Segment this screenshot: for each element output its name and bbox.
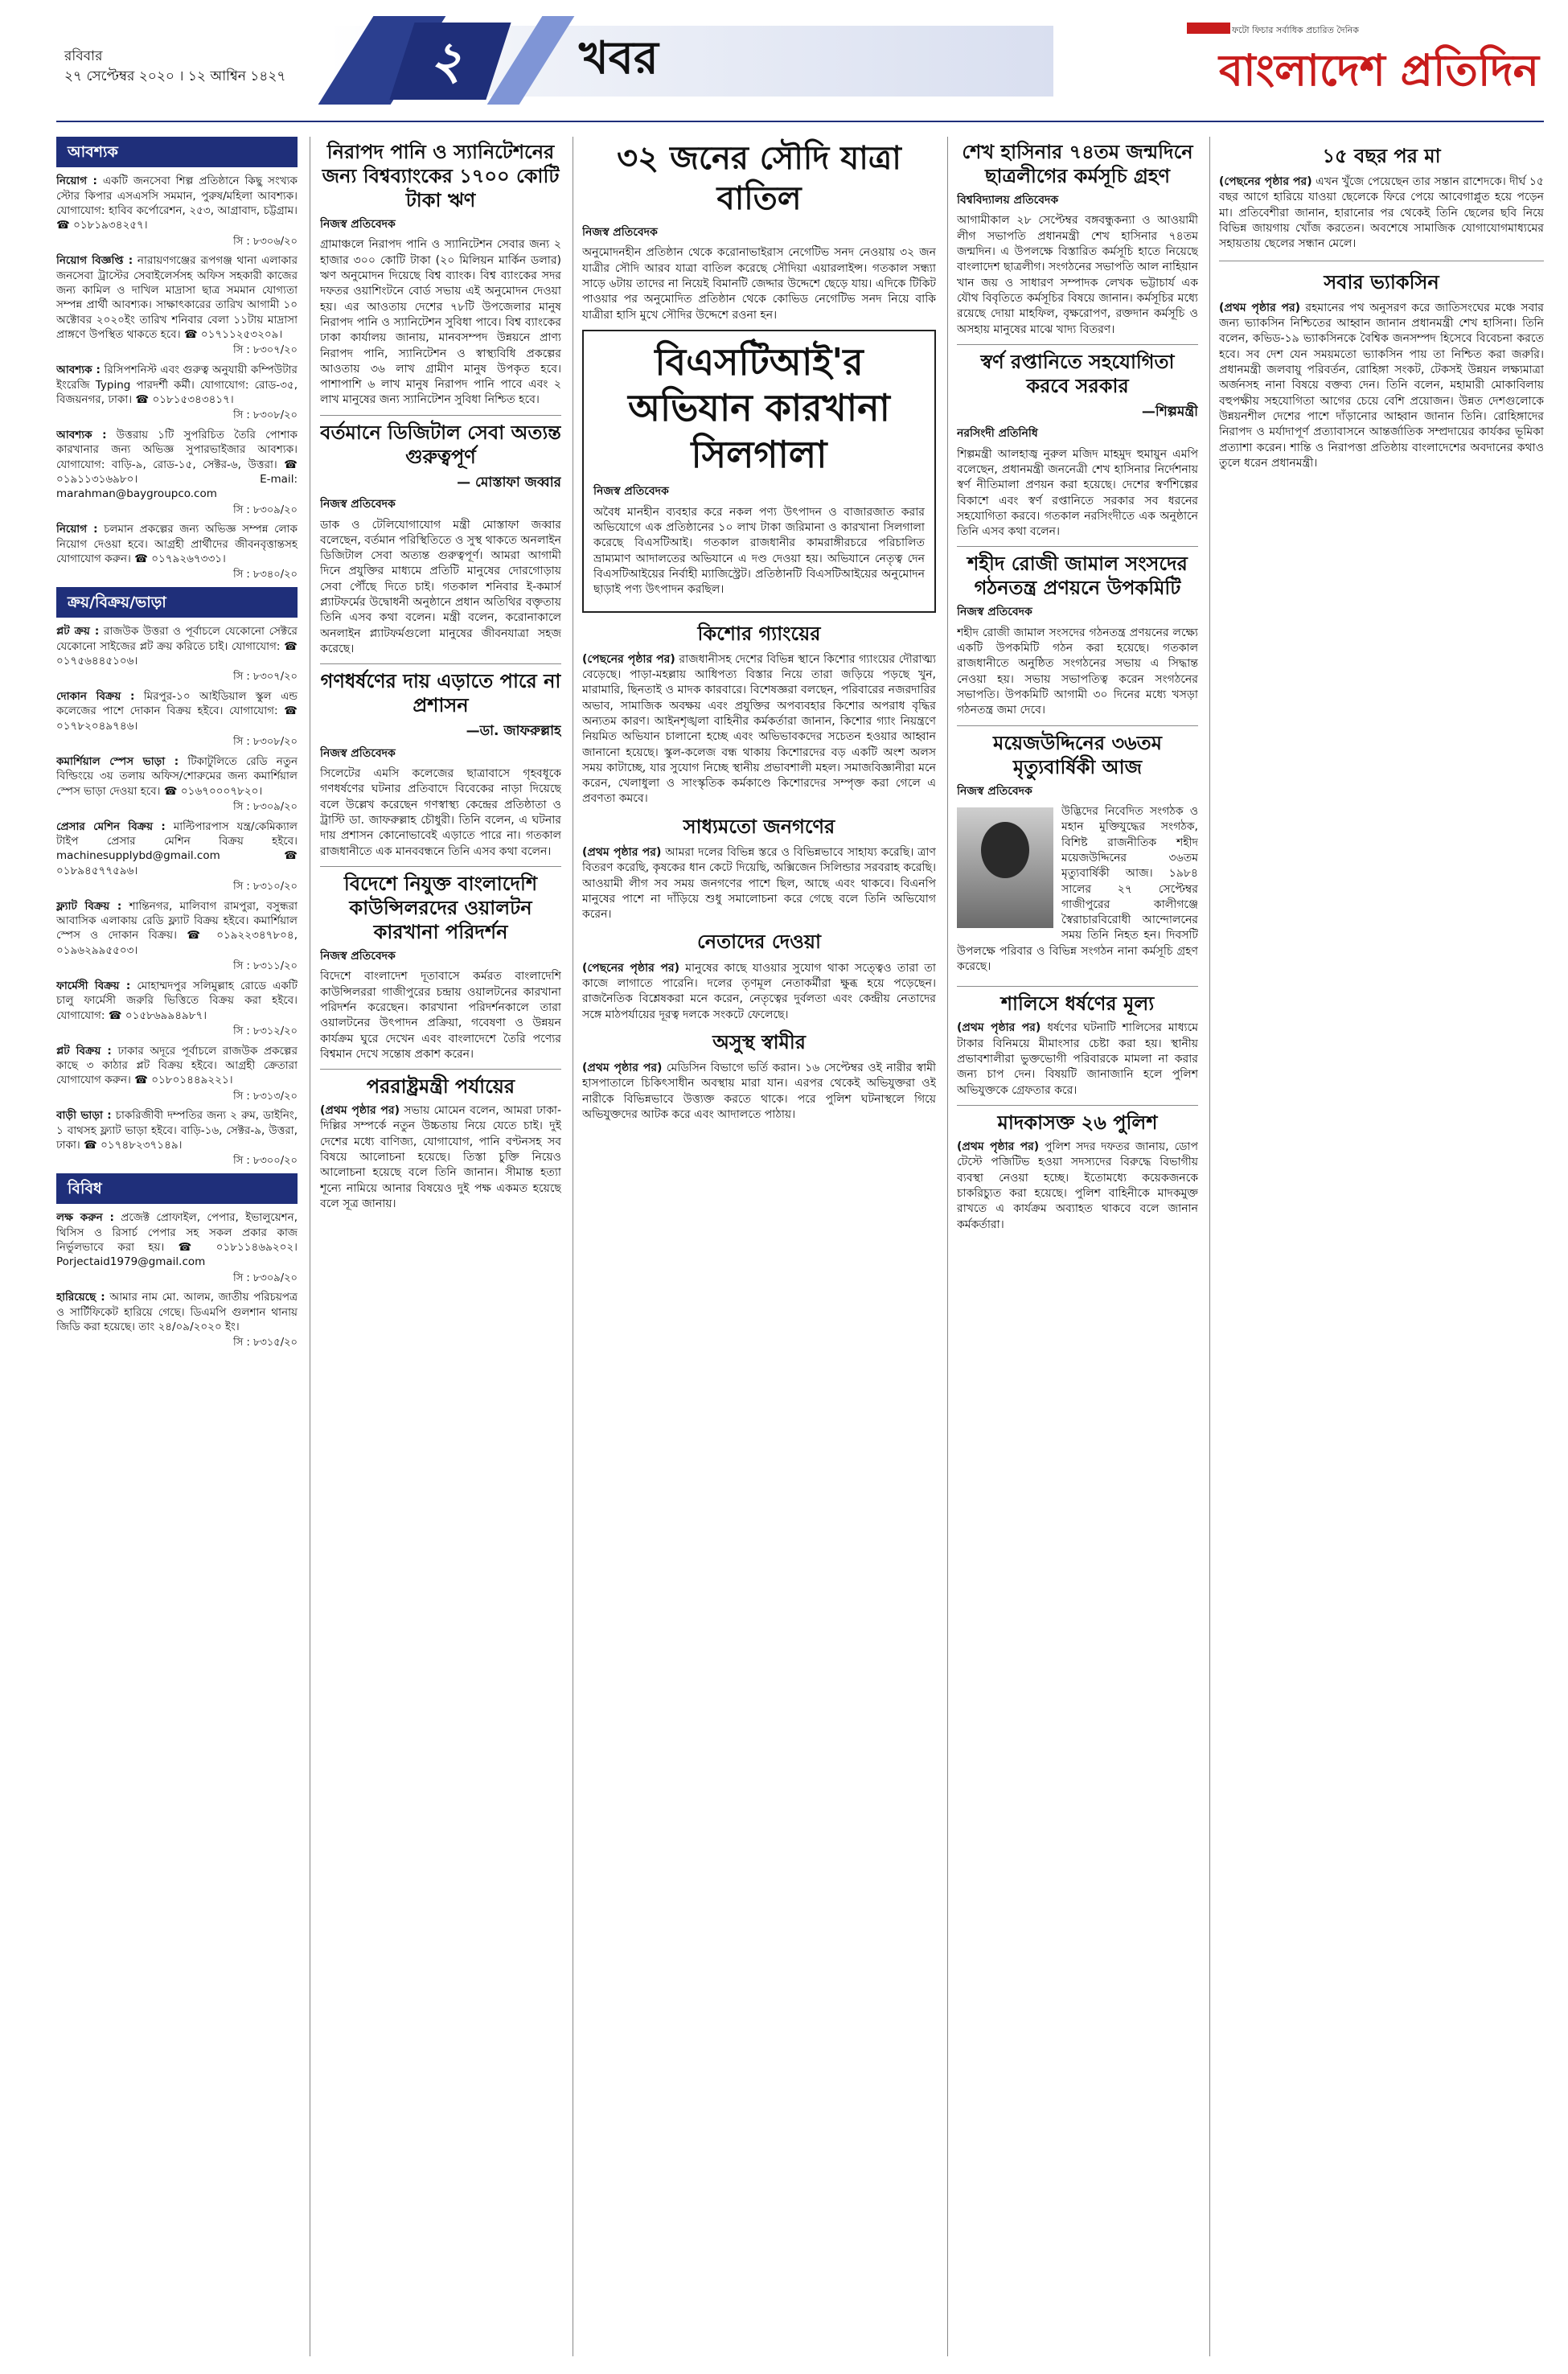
continued-from: (পেছনের পৃষ্ঠার পর) (582, 961, 679, 975)
ad-title: কমার্শিয়াল স্পেস ভাড়া : (56, 754, 179, 768)
article (320, 669, 561, 860)
classified-ad (56, 363, 298, 423)
rent-list (56, 624, 298, 1169)
ad-ref: সি : ৮৩৪০/২০ (232, 569, 298, 581)
date: ২৭ সেপ্টেম্বর ২০২০ । ১২ আশ্বিন ১৪২৭ (64, 68, 286, 84)
article-byline: নিজস্ব প্রতিবেদক (320, 949, 396, 963)
classified-ad (56, 1210, 298, 1285)
misc-heading: বিবিধ (56, 1173, 298, 1204)
ad-ref: সি : ৮৩১১/২০ (233, 960, 298, 973)
article-divider (320, 415, 561, 416)
article-body: রহমানের পথ অনুসরণ করে জাতিসংঘের মঞ্চে সবার জন্য ভ্যাকসিন নিশ্চিতের আহ্বান জানান প্রধানমন্ত্রী শেখ হাসিনা। তিনি বলেন, কভিড-১৯ ভ্যাকসিনকে বৈশ্বিক জনসম্পদ হিসেবে বিবেচনা করতে হবে। সব দেশ যেন সময়মতো ভ্যাকসিন পায় তা নিশ্চিত করা জরুরি। প্রধানমন্ত্রী জলবায়ু পরিবর্তন, রোহিঙ্গা সংকট, টেকসই উন্নয়ন লক্ষ্যমাত্রা অর্জনসহ নানা বিষয়ে বক্তব্য দেন। তিনি বলেন, মহামারী মোকাবিলায় বহুপক্ষীয় সহযোগিতা আগের চেয়ে বেশি প্রয়োজন। উন্নত দেশগুলোকে উন্নয়নশীল দেশের পাশে দাঁড়ানোর আহ্বান জানান তিনি। রোহিঙ্গাদের নিরাপদ ও মর্যাদাপূর্ণ প্রত্যাবাসনে আন্তর্জাতিক সম্প্রদায়ের কার্যকর ভূমিকা প্রত্যাশা করেন। শান্তি ও নিরাপত্তা প্রতিষ্ঠায় বাংলাদেশের অবদানের কথাও তুলে ধরেন প্রধানমন্ত্রী। (1219, 301, 1544, 470)
ad-text: মিরপুর-১০ আইডিয়াল স্কুল এন্ড কলেজের পাশে দোকান বিক্রয় হইবে। যোগাযোগ: ☎ ০১৭৮২০৪৯৭৪৬। (56, 690, 298, 733)
article-body: শহীদ রোজী জামাল সংসদের গঠনতন্ত্র প্রণয়নের লক্ষ্যে একটি উপকমিটি গঠন করা হয়েছে। গতকাল রাজধানীতে অনুষ্ঠিত সংগঠনের সভায় এ সিদ্ধান্ত নেওয়া হয়। সভায় সভাপতিত্ব করেন সংগঠনের সভাপতি। উপকমিটি আগামী ৩০ দিনের মধ্যে খসড়া গঠনতন্ত্র জমা দেবে। (957, 626, 1198, 717)
article-body: আমরা দলের বিভিন্ন স্তরে ও বিভিন্নভাবে সাহায্য করেছি। ত্রাণ বিতরণ করেছি, কৃষকের ধান কেটে দিয়েছি, অক্সিজেন সিলিন্ডার সরবরাহ করেছি। আওয়ামী লীগ সব সময় জনগণের পাশে ছিল, আছে এবং থাকবে। বিএনপি মানুষের পাশে না দাঁড়িয়ে শুধু সমালোচনা করে গেছে বলে তিনি অভিযোগ করেন। (582, 845, 936, 922)
article (957, 992, 1198, 1099)
article-body: উদ্ভিদের নিবেদিত সংগঠক ও মহান মুক্তিযুদ্ধের সংগঠক, বিশিষ্ট রাজনীতিক শহীদ ময়েজউদ্দিনের ৩৬তম মৃত্যুবার্ষিকী আজ। ১৯৮৪ সালের ২৭ সেপ্টেম্বর গাজীপুরের কালীগঞ্জে স্বৈরাচারবিরোধী আন্দোলনের সময় তিনি নিহত হন। দিবসটি উপলক্ষে পরিবার ও বিভিন্ন সংগঠন নানা কর্মসূচি গ্রহণ করেছে। (957, 804, 1198, 974)
article (957, 552, 1198, 718)
classified-ad (56, 1044, 298, 1104)
article (582, 621, 936, 807)
ad-text: নারায়ণগঞ্জের রূপগঞ্জ থানা এলাকার জনসেবা ট্রাস্টের সেবাইলের্সসহ অফিস সহকারী কাজের জন্য কামিল ও দাখিল মাদ্রাসা ছাত্র সমমান যোগ্যতা সম্পন্ন প্রার্থী আবশ্যক। সাক্ষাৎকারের তারিখ আগামী ১০ অক্টোবর ২০২০ইং তারিখ শনিবার বেলা ১১টায় মাদ্রাসা প্রাঙ্গণে উপস্থিত থাকতে হবে। ☎ ০১৭১১২৫৩২০৯। (56, 254, 298, 342)
article-body: সিলেটের এমসি কলেজের ছাত্রাবাসে গৃহবধূকে গণধর্ষণের ঘটনার প্রতিবাদে বিবেকের নাড়া দিয়েছে বলে উল্লেখ করেছেন গণস্বাস্থ্য কেন্দ্রের প্রতিষ্ঠাতা ও ট্রাস্টি ডা. জাফরুল্লাহ চৌধুরী। তিনি বলেন, এ ঘটনার দায় প্রশাসন কোনোভাবেই এড়াতে পারে না। গতকাল রাজধানীতে এক মানববন্ধনে তিনি এসব কথা বলেন। (320, 767, 561, 858)
article (582, 138, 936, 323)
article-headline: শেখ হাসিনার ৭৪তম জন্মদিনে ছাত্রলীগের কর্মসূচি গ্রহণ (962, 141, 1193, 187)
ad-ref: সি : ৮৩০৯/২০ (232, 800, 298, 813)
classified-list (56, 174, 298, 582)
article-divider (957, 986, 1198, 987)
classified-ad (56, 174, 298, 248)
boxed-article (582, 330, 936, 613)
continued-from: (পেছনের পৃষ্ঠার পর) (582, 652, 675, 666)
article-body: আগামীকাল ২৮ সেপ্টেম্বর বঙ্গবন্ধুকন্যা ও আওয়ামী লীগ সভাপতি প্রধানমন্ত্রী শেখ হাসিনার ৭৪তম জন্মদিন। এ উপলক্ষে বিস্তারিত কর্মসূচি হাতে নিয়েছে বাংলাদেশ ছাত্রলীগ। সংগঠনের সভাপতি আল নাহিয়ান খান জয় ও সাধারণ সম্পাদক লেখক ভট্টাচার্য এক যৌথ বিবৃতিতে কর্মসূচির বিষয়ে জানান। কর্মসূচির মধ্যে রয়েছে দোয়া মাহফিল, বৃক্ষরোপণ, রক্তদান কর্মসূচি ও অসহায় মানুষের মাঝে খাদ্য বিতরণ। (957, 214, 1198, 336)
article-body: ডাক ও টেলিযোগাযোগ মন্ত্রী মোস্তাফা জব্বার বলেছেন, বর্তমান পরিস্থিতিতে ও সুস্থ থাকতে অনলাইন ডিজিটাল সেবা অত্যন্ত গুরুত্বপূর্ণ। আমরা আগামী দিনে প্রযুক্তির মাধ্যমে প্রতিটি মানুষের দোরগোড়ায় সেবা পৌঁছে দিতে চাই। গতকাল শনিবার ই-কমার্স প্ল্যাটফর্মের উদ্বোধনী অনুষ্ঠানে প্রধান অতিথির বক্তৃতায় তিনি এসব কথা বলেন। মন্ত্রী বলেন, করোনাকালে অনলাইন প্ল্যাটফর্মগুলো মানুষের জীবনযাত্রা সহজ করেছে। (320, 518, 561, 656)
article-headline: শালিসে ধর্ষণের মূল্য (1000, 992, 1155, 1016)
ad-title: ফার্মেসী বিক্রয় : (56, 979, 131, 992)
article-byline: নিজস্ব প্রতিবেদক (957, 784, 1032, 798)
news-column-2 (320, 137, 561, 2356)
ad-title: আবশ্যক : (56, 363, 101, 377)
article (582, 814, 936, 923)
article-divider (957, 344, 1198, 345)
article-body: শিল্পমন্ত্রী আলহাজ্ব নুরুল মজিদ মাহমুদ হুমায়ুন এমপি বলেছেন, প্রধানমন্ত্রী জননেত্রী শেখ হাসিনার নির্দেশনায় স্বর্ণ নীতিমালা প্রণয়ন করা হয়েছে। দেশের স্বর্ণশিল্পের বিকাশে এবং স্বর্ণ রপ্তানিতে সরকার সব ধরনের সহযোগিতা করবে। গতকাল নরসিংদীতে এক অনুষ্ঠানে তিনি এসব কথা বলেন। (957, 447, 1198, 539)
ad-title: আবশ্যক : (56, 428, 107, 442)
article (320, 140, 561, 409)
article (582, 929, 936, 1022)
news-column-3 (582, 137, 936, 2356)
ad-text: একটি জনসেবা শিল্প প্রতিষ্ঠানে কিছু সংখ্যক স্টোর কিপার এসএসসি সমমান, পুরুষ/মহিলা আবশ্যক। যোগাযোগ: হাবিব কর্পোরেশন, ২৫৩, আগ্রাবাদ, চট্টগ্রাম। ☎ ০১৮১৯৩৪২৫৭। (56, 175, 298, 232)
ad-ref: সি : ৮৩০৮/২০ (232, 409, 298, 422)
article-headline: নিরাপদ পানি ও স্যানিটেশনের জন্য বিশ্বব্যাংকের ১৭০০ কোটি টাকা ঋণ (322, 141, 560, 212)
ad-title: হারিয়েছে : (56, 1291, 105, 1304)
article-body: অনুমোদনহীন প্রতিষ্ঠান থেকে করোনাভাইরাস নেগেটিভ সনদ নেওয়ায় ৩২ জন যাত্রীর সৌদি আরব যাত্রা বাতিল করেছে সৌদিয়া এয়ারলাইন্স। গতকাল সন্ধ্যা সাড়ে ৬টায় তাদের না নিয়েই বিমানটি জেদ্দার উদ্দেশে ছেড়ে যায়। এদিকে টিকিট পাওয়ার পর অনুমোদিত প্রতিষ্ঠান থেকে কোভিড নেগেটিভ সনদ নিয়ে বাকি যাত্রীরা হাসি মুখে সৌদির উদ্দেশে রওনা হন। (582, 246, 936, 322)
article-headline: বিএসটিআই'র অভিযান কারখানা সিলগালা (628, 339, 890, 476)
masthead-rule (56, 121, 1544, 122)
classified-ad (56, 624, 298, 684)
article-headline: ময়েজউদ্দিনের ৩৬তম মৃত্যুবার্ষিকী আজ (993, 731, 1162, 778)
misc-list (56, 1210, 298, 1350)
article (957, 140, 1198, 338)
article (1219, 269, 1544, 472)
rent-heading: ক্রয়/বিক্রয়/ভাড়া (56, 587, 298, 618)
continued-from: (প্রথম পৃষ্ঠার পর) (320, 1104, 400, 1118)
article-headline: অসুস্থ স্বামীর (712, 1030, 806, 1054)
article-divider (957, 1105, 1198, 1106)
page-number: ২ (389, 23, 511, 100)
ad-title: বাড়ী ভাড়া : (56, 1109, 112, 1123)
article (957, 731, 1198, 982)
ad-ref: সি : ৮৩০০/২০ (232, 1155, 298, 1168)
ad-text: রিসিপশনিস্ট এবং গুরুত্ব অনুযায়ী কম্পিউটার ইংরেজি Typing পারদর্শী কর্মী। যোগাযোগ: রোড-৩৫, বিজয়নগর, ঢাকা। ☎ ০১৮১৫৩৪৩৪১৭। (56, 363, 298, 406)
article-quote-author: —ডা. জাফরুল্লাহ (466, 723, 561, 740)
news-column-5 (1219, 137, 1544, 2356)
ad-text: আমার নাম মো. আলম, জাতীয় পরিচয়পত্র ও সার্টিফিকেট হারিয়ে গেছে। ডিএমপি গুলশান থানায় জিডি করা হয়েছে। তাং ২৪/০৯/২০২০ ইং। (56, 1291, 298, 1334)
ad-text: চলমান প্রকল্পের জন্য অভিজ্ঞ সম্পন্ন লোক নিয়োগ দেওয়া হবে। আগ্রহী প্রার্থীদের জীবনবৃত্তান্তসহ যোগাযোগ করুন। ☎ ০১৭৯২৬৭৩৩১। (56, 523, 298, 566)
classified-ad (56, 819, 298, 894)
ad-text: শান্তিনগর, মালিবাগ রামপুরা, বসুন্ধরা আবাসিক এলাকায় রেডি ফ্ল্যাট বিক্রয় হইবে। কমার্শিয়াল স্পেস ও দোকান বিক্রয়। ☎ ০১৯২২৩৪৭৮০৪, ০১৯৬২৯৯৫৫০৩। (56, 899, 298, 957)
article (320, 1074, 561, 1212)
ad-title: লক্ষ করুন : (56, 1211, 114, 1225)
article-byline: নিজস্ব প্রতিবেদক (582, 226, 658, 239)
article-headline: ৩২ জনের সৌদি যাত্রা বাতিল (617, 140, 901, 217)
article-byline: বিশ্ববিদ্যালয় প্রতিবেদক (957, 194, 1059, 207)
classified-ad (56, 689, 298, 750)
continued-from: (প্রথম পৃষ্ঠার পর) (582, 845, 662, 859)
classified-ad (56, 754, 298, 815)
ad-text: প্রজেক্ট প্রোফাইল, পেপার, ইভালুয়েশন, থিসিস ও রিসার্চ পেপার সহ সকল প্রকার কাজ নির্ভুলভাবে করা হয়। ☎ ০১৮১১৪৬৯২০২। Porjectaid1979@gmail.com (56, 1211, 298, 1269)
column-divider (947, 137, 948, 2356)
article-headline: ১৫ বছর পর মা (1322, 145, 1441, 167)
continued-from: (প্রথম পৃষ্ঠার পর) (957, 1021, 1041, 1035)
article (1219, 143, 1544, 253)
ad-title: প্রেসার মেশিন বিক্রয় : (56, 819, 166, 833)
masthead (0, 0, 1568, 121)
ad-title: প্লট বিক্রয় : (56, 1044, 112, 1058)
article-byline: নরসিংদী প্রতিনিধি (957, 427, 1038, 441)
ad-title: দোকান বিক্রয় : (56, 690, 135, 704)
article-byline: নিজস্ব প্রতিবেদক (593, 485, 669, 499)
article-divider (320, 663, 561, 664)
article-divider (957, 725, 1198, 726)
article-body: বিদেশে বাংলাদেশ দূতাবাসে কর্মরত বাংলাদেশি কাউন্সিলররা গাজীপুরের চন্দ্রায় ওয়ালটনের কারখানা পরিদর্শন করেছেন। কারখানা পরিদর্শনকালে তারা ওয়ালটনের উৎপাদন প্রক্রিয়া, গবেষণা ও উন্নয়ন কার্যক্রম ঘুরে দেখেন এবং বাংলাদেশে তৈরি পণ্যের বিশ্বমান দেখে সন্তোষ প্রকাশ করেন। (320, 970, 561, 1061)
ad-title: নিয়োগ বিজ্ঞপ্তি : (56, 254, 133, 268)
article-headline: শহীদ রোজী জামাল সংসদের গঠনতন্ত্র প্রণয়নে উপকমিটি (967, 552, 1188, 600)
article-headline: সাধ্যমতো জনগণের (683, 815, 835, 838)
brand-logo: বাংলাদেশ প্রতিদিন (1219, 44, 1539, 96)
ad-ref: সি : ৮৩০৮/২০ (232, 736, 298, 749)
article-headline: নেতাদের দেওয়া (697, 930, 821, 954)
ad-text: রাজউক উত্তরা ও পূর্বাচলে যেকোনো সেক্টরে যেকোনো সাইজের প্লট ক্রয় করিতে চাই। যোগাযোগ: ☎ ০১৭৫৬৪৪৫১০৬। (56, 625, 298, 668)
article-divider (320, 1069, 561, 1070)
article-body: ধর্ষণের ঘটনাটি শালিসের মাধ্যমে টাকার বিনিময়ে মীমাংসার চেষ্টা করা হয়। স্থানীয় প্রভাবশালীরা ভুক্তভোগী পরিবারকে মামলা না করার জন্য চাপ দেন। বিষয়টি জানাজানি হলে পুলিশ অভিযুক্তকে গ্রেফতার করে। (957, 1021, 1198, 1097)
article-headline: বিদেশে নিযুক্ত বাংলাদেশি কাউন্সিলরদের ওয়ালটন কারখানা পরিদর্শন (343, 872, 538, 943)
ad-ref: সি : ৮৩১৫/২০ (233, 1337, 298, 1349)
ad-text: টিকাটুলিতে রেডি নতুন বিল্ডিংয়ে ৩য় তলায় অফিস/শোরুমের জন্য কমার্শিয়াল স্পেস ভাড়া দেওয়া হবে। ☎ ০১৬৭০০০৭৮২০। (56, 754, 298, 798)
classified-ad (56, 1290, 298, 1350)
continued-from: (প্রথম পৃষ্ঠার পর) (582, 1061, 663, 1074)
logo-badge-icon (1187, 23, 1230, 34)
article-headline: গণধর্ষণের দায় এড়াতে পারে না প্রশাসন (320, 670, 561, 717)
ad-ref: সি : ৮৩০৭/২০ (232, 344, 298, 357)
article (320, 421, 561, 658)
article-body: রাজধানীসহ দেশের বিভিন্ন স্থানে কিশোর গ্যাংয়ের দৌরাত্ম্য বেড়েছে। পাড়া-মহল্লায় আধিপত্য বিস্তার নিয়ে তারা জড়িয়ে পড়ছে খুন, মারামারি, ছিনতাই ও মাদক কারবারে। বিশেষজ্ঞরা বলছেন, পরিবারের নজরদারির অভাব, সামাজিক অবক্ষয় এবং প্রযুক্তির অপব্যবহার কিশোর অপরাধ বৃদ্ধির অন্যতম কারণ। আইনশৃঙ্খলা বাহিনীর কর্মকর্তারা জানান, কিশোর গ্যাং নিয়ন্ত্রণে নিয়মিত অভিযান চালানো হচ্ছে এবং অভিভাবকদের সচেতন হওয়ার আহ্বান জানানো হয়েছে। স্কুল-কলেজ বন্ধ থাকায় কিশোরদের বড় একটি অংশ অলস সময় কাটাচ্ছে, যার সুযোগ নিচ্ছে স্থানীয় প্রভাবশালী মহল। সমাজবিজ্ঞানীরা মনে করেন, খেলাধুলা ও সাংস্কৃতিক কর্মকাণ্ডে কিশোরদের সম্পৃক্ত করা গেলে এ প্রবণতা কমবে। (582, 652, 936, 806)
ad-ref: সি : ৮৩১৩/২০ (232, 1090, 298, 1103)
classified-ad (56, 428, 298, 517)
continued-from: (পেছনের পৃষ্ঠার পর) (1219, 175, 1312, 189)
article-headline: সবার ভ্যাকসিন (1324, 270, 1439, 294)
ad-text: চাকরিজীবী দম্পতির জন্য ২ রুম, ডাইনিং, ১ বাথসহ ফ্ল্যাট ভাড়া হইবে। বাড়ি-১৬, সেক্টর-৯, উত্তরা, ঢাকা। ☎ ০১৭৪৮২৩৭১৪৯। (56, 1109, 298, 1152)
dateline (64, 47, 285, 86)
ad-title: নিয়োগ : (56, 523, 98, 536)
article-byline: নিজস্ব প্রতিবেদক (320, 498, 396, 511)
classified-ad (56, 979, 298, 1039)
ad-ref: সি : ৮৩০৭/২০ (232, 671, 298, 684)
ad-title: প্লট ক্রয় : (56, 625, 100, 639)
portrait-photo (957, 807, 1053, 928)
article-headline: বর্তমানে ডিজিটাল সেবা অত্যন্ত গুরুত্বপূর্ণ (320, 421, 561, 468)
classified-ad (56, 1108, 298, 1169)
ad-ref: সি : ৮৩০৯/২০ (232, 1271, 298, 1284)
ad-text: মাল্টিপারপাস যন্ত্র/কেমিক্যাল টাইপ প্রেসার মেশিন বিক্রয় হইবে। machinesupplybd@gmail.com ☎ ০১৮৯৪৫৭৭৫৯৬। (56, 819, 298, 877)
classified-ad (56, 253, 298, 358)
article-body: এখন খুঁজে পেয়েছেন তার সন্তান রাশেদকে। দীর্ঘ ১৫ বছর আগে হারিয়ে যাওয়া ছেলেকে ফিরে পেয়ে আবেগাপ্লুত হয়ে পড়েন মা। প্রতিবেশীরা জানান, হারানোর পর থেকেই তিনি ছেলের ছবি নিয়ে বিভিন্ন জায়গায় খোঁজ করতেন। অবশেষে সামাজিক যোগাযোগমাধ্যমের সহায়তায় ছেলের সন্ধান মেলে। (1219, 175, 1544, 251)
day: রবিবার (64, 48, 103, 64)
article-body: অবৈধ মানহীন ব্যবহার করে নকল পণ্য উৎপাদন ও বাজারজাত করার অভিযোগে এক প্রতিষ্ঠানের ১০ লাখ টাকা জরিমানা ও কারখানা সিলগালা করেছে বিএসটিআই। গতকাল রাজধানীর কামরাঙ্গীরচরে পরিচালিত ভ্রাম্যমাণ আদালতের অভিযানে এ দণ্ড দেওয়া হয়। অভিযানে নেতৃত্ব দেন বিএসটিআইয়ের নির্বাহী ম্যাজিস্ট্রেট। প্রতিষ্ঠানটি বিএসটিআইয়ের অনুমোদন ছাড়াই পণ্য উৎপাদন করছিল। (593, 505, 925, 597)
article-byline: নিজস্ব প্রতিবেদক (320, 746, 396, 760)
classified-heading: আবশ্যক (56, 137, 298, 167)
article-body: গ্রামাঞ্চলে নিরাপদ পানি ও স্যানিটেশন সেবার জন্য ২ হাজার ৩০০ কোটি টাকা (২০ মিলিয়ন মার্কিন ডলার) ঋণ অনুমোদন দিয়েছে বিশ্ব ব্যাংক। বিশ্ব ব্যাংকের সদর দফতর ওয়াশিংটনে বোর্ড সভায় এই অনুমোদন দেওয়া হয়। এর আওতায় দেশের ৭৮টি উপজেলার মানুষ নিরাপদ পানি ও স্যানিটেশন সুবিধা পাবে। বিশ্ব ব্যাংকের ঢাকা কার্যালয় জানায়, মানবসম্পদ উন্নয়নে প্রাণ্য নিরাপদ পানি, স্যানিটেশন ও স্বাস্থ্যবিধি প্রকল্পের আওতায় ৩৬ লাখ গ্রামীণ মানুষ উপকৃত হবে। পাশাপাশি ৬ লাখ মানুষ নিরাপদ পানি পাবে এবং ২ লাখ মানুষের জন্য স্যানিটেশন সুবিধা নিশ্চিত হবে। (320, 238, 561, 407)
article-byline: নিজস্ব প্রতিবেদক (320, 218, 396, 231)
ad-ref: সি : ৮৩১০/২০ (232, 881, 298, 893)
article-headline: কিশোর গ্যাংয়ের (697, 622, 821, 645)
ad-ref: সি : ৮৩১২/২০ (232, 1025, 298, 1037)
article (957, 350, 1198, 540)
classified-ad (56, 899, 298, 974)
continued-from: (প্রথম পৃষ্ঠার পর) (1219, 301, 1301, 314)
article (320, 872, 561, 1062)
article-headline: স্বর্ণ রপ্তানিতে সহযোগিতা করবে সরকার (980, 350, 1175, 397)
article-quote-author: — মোস্তাফা জব্বার (457, 474, 561, 491)
article (582, 1029, 936, 1123)
article-headline: মাদকাসক্ত ২৬ পুলিশ (997, 1111, 1158, 1134)
classified-ad (56, 522, 298, 582)
ad-text: ঢাকার অদূরে পূর্বাচলে রাজউক প্রকল্পের কাছে ৩ কাঠার প্লট বিক্রয় হইবে। আগ্রহী ক্রেতারা যোগাযোগ করুন। ☎ ০১৮০১৪৪৯২২১। (56, 1044, 298, 1087)
ad-title: নিয়োগ : (56, 175, 97, 188)
article-body: মেডিসিন বিভাগে ভর্তি করান। ১৬ সেপ্টেম্বর ওই নারীর স্বামী হাসপাতালে চিকিৎসাধীন অবস্থায় মারা যান। এরপর থেকেই অভিযুক্তরা ওই নারীকে বিভিন্নভাবে উত্ত্যক্ত করতে থাকে। পরে পুলিশ ঘটনাস্থলে গিয়ে অভিযুক্তদের আটক করে এবং আদালতে পাঠায়। (582, 1061, 936, 1121)
continued-from: (প্রথম পৃষ্ঠার পর) (957, 1140, 1040, 1153)
ad-text: মোহাম্মদপুর সলিমুল্লাহ রোডে একটি চালু ফার্মেসী জরুরি ভিত্তিতে বিক্রয় করা হইবে। যোগাযোগ: ☎ ০১৫৮৬৯৯৪৯৮৭। (56, 979, 298, 1022)
article-body: পুলিশ সদর দফতর জানায়, ডোপ টেস্টে পজিটিভ হওয়া সদস্যদের বিরুদ্ধে বিভাগীয় ব্যবস্থা নেওয়া হচ্ছে। ইতোমধ্যে কয়েকজনকে চাকরিচ্যুত করা হয়েছে। পুলিশ বাহিনীকে মাদকমুক্ত রাখতে এ কার্যক্রম অব্যাহত থাকবে বলে জানান কর্মকর্তারা। (957, 1140, 1198, 1231)
ad-title: ফ্ল্যাট বিক্রয় : (56, 899, 122, 913)
article-body: মানুষের কাছে যাওয়ার সুযোগ থাকা সত্ত্বেও তারা তা কাজে লাগাতে পারেনি। দলের তৃণমূল নেতাকর্মীরা ক্ষুব্ধ হয়ে পড়েছেন। রাজনৈতিক বিশ্লেষকরা মনে করেন, নেতৃত্বের দুর্বলতা এবং কেন্দ্রীয় নেতাদের সঙ্গে মাঠপর্যায়ের দূরত্ব দলকে সংকটে ফেলেছে। (582, 961, 936, 1021)
logo-tagline: ফটো ফিচার সর্বাধিক প্রচারিত দৈনিক (1231, 25, 1359, 35)
article (957, 1111, 1198, 1233)
article-body: সভায় মোমেন বলেন, আমরা ঢাকা-দিল্লির সম্পর্কে নতুন উচ্চতায় নিয়ে যেতে চাই। দুই দেশের মধ্যে বাণিজ্য, যোগাযোগ, পানি বণ্টনসহ সব বিষয়ে আলোচনা হয়েছে। তিস্তা চুক্তি নিয়েও আলোচনা হয়েছে বলে তিনি জানান। সীমান্ত হত্যা শূন্যে নামিয়ে আনার বিষয়েও দুই পক্ষ একমত হয়েছে বলে সূত্র জানায়। (320, 1104, 561, 1211)
ad-ref: সি : ৮৩০৬/২০ (232, 235, 298, 248)
article-headline: পররাষ্ট্রমন্ত্রী পর্যায়ের (366, 1075, 515, 1099)
classifieds-column (56, 137, 298, 2356)
article-divider (320, 866, 561, 867)
ad-ref: সি : ৮৩০৯/২০ (232, 503, 298, 516)
article-quote-author: —শিল্পমন্ত্রী (1141, 403, 1198, 420)
ad-text: উত্তরায় ১টি সুপরিচিত তৈরি পোশাক কারখানার জন্য অভিজ্ঞ সুপারভাইজার আবশ্যক। যোগাযোগ: বাড়ি-৯, রোড-১৫, সেক্টর-৬, উত্তরা। ☎ ০১৯১১৩১৬৯৮০। E-mail: marahman@baygroupco.com (56, 428, 298, 501)
news-column-4 (957, 137, 1198, 2356)
article-divider (957, 546, 1198, 547)
section-title: খবর (579, 32, 659, 84)
column-divider (1209, 137, 1210, 2356)
article-byline: নিজস্ব প্রতিবেদক (957, 606, 1032, 619)
